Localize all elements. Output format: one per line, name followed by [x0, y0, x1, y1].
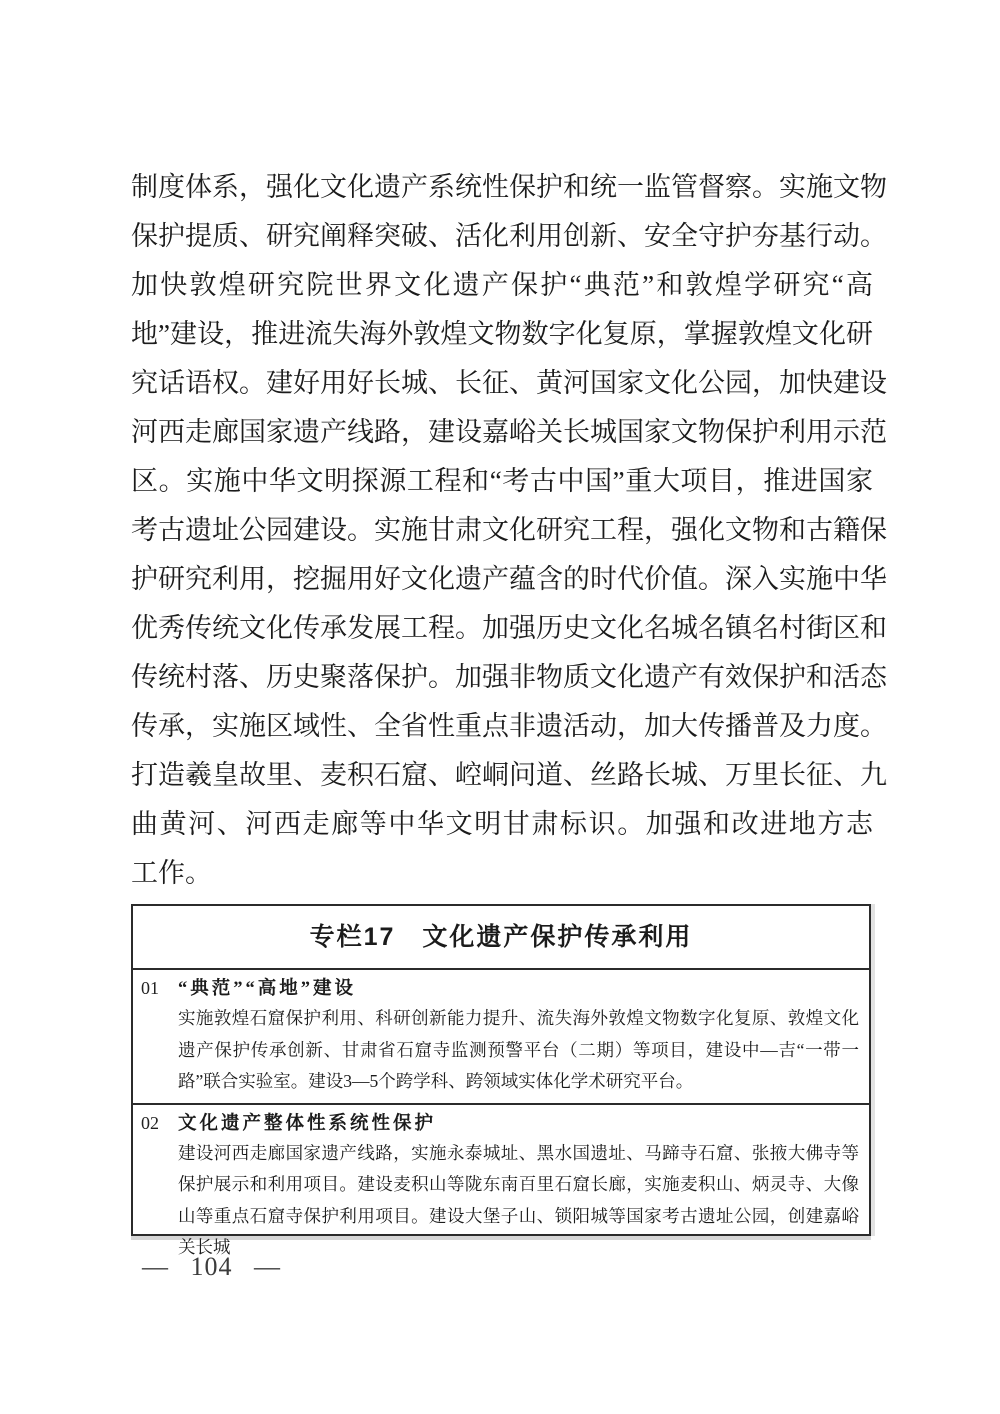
- panel-item-01: [133, 970, 869, 1103]
- paragraph-line: 传统村落、历史聚落保护。加强非物质文化遗产有效保护和活态: [131, 662, 887, 692]
- paragraph-line: 曲黄河、河西走廊等中华文明甘肃标识。加强和改进地方志: [131, 809, 873, 839]
- paragraph-line: 区。实施中华文明探源工程和“考古中国”重大项目，推进国家: [131, 466, 873, 496]
- paragraph-line: 加快敦煌研究院世界文化遗产保护“典范”和敦煌学研究“高: [131, 270, 873, 300]
- paragraph-line: 制度体系，强化文化遗产系统性保护和统一监管督察。实施文物: [131, 172, 887, 202]
- paragraph-line: 优秀传统文化传承发展工程。加强历史文化名城名镇名村街区和: [131, 613, 887, 643]
- paragraph-line: 打造羲皇故里、麦积石窟、崆峒问道、丝路长城、万里长征、九: [131, 760, 887, 790]
- paragraph-line: 究话语权。建好用好长城、长征、黄河国家文化公园，加快建设: [131, 368, 887, 398]
- paragraph-line: 传承，实施区域性、全省性重点非遗活动，加大传播普及力度。: [131, 711, 887, 741]
- item-body: 实施敦煌石窟保护利用、科研创新能力提升、流失海外敦煌文物数字化复原、敦煌文化遗产保护传承创新、甘肃省石窟寺监测预警平台（二期）等项目，建设中—吉“一带一路”联合实验室。建设3—5个跨学科、跨领域实体化学术研究平台。: [178, 1008, 859, 1091]
- panel-item-01-header: [141, 974, 859, 1003]
- column-17-panel: [131, 904, 871, 1257]
- panel-item-02-header: [141, 1109, 859, 1138]
- page-number: — 104 —: [142, 1252, 281, 1281]
- item-body: 建设河西走廊国家遗产线路，实施永泰城址、黑水国遗址、马蹄寺石窟、张掖大佛寺等保护展示和利用项目。建设麦积山等陇东南百里石窟长廊，实施麦积山、炳灵寺、大像山等重点石窟寺保护利用项目。建设大堡子山、锁阳城等国家考古遗址公园，创建嘉峪关长城: [178, 1142, 859, 1257]
- paragraph-line: 河西走廊国家遗产线路，建设嘉峪关长城国家文物保护利用示范: [131, 417, 887, 447]
- item-heading: 文化遗产整体性系统性保护: [178, 1113, 437, 1134]
- panel-title: 专栏17 文化遗产保护传承利用: [133, 906, 869, 970]
- paragraph-line: 保护提质、研究阐释突破、活化利用创新、安全守护夯基行动。: [131, 221, 887, 251]
- panel-item-02: [133, 1103, 869, 1269]
- item-number: 02: [141, 1112, 159, 1133]
- paragraph-line: 护研究利用，挖掘用好文化遗产蕴含的时代价值。深入实施中华: [131, 564, 887, 594]
- paragraph-line: 考古遗址公园建设。实施甘肃文化研究工程，强化文物和古籍保: [131, 515, 887, 545]
- paragraph-line: 地”建设，推进流失海外敦煌文物数字化复原，掌握敦煌文化研: [131, 319, 873, 349]
- item-heading: “典范”“高地”建设: [178, 979, 357, 999]
- item-number: 01: [141, 978, 159, 998]
- main-paragraph: [131, 163, 887, 898]
- paragraph-line: 工作。: [131, 858, 212, 888]
